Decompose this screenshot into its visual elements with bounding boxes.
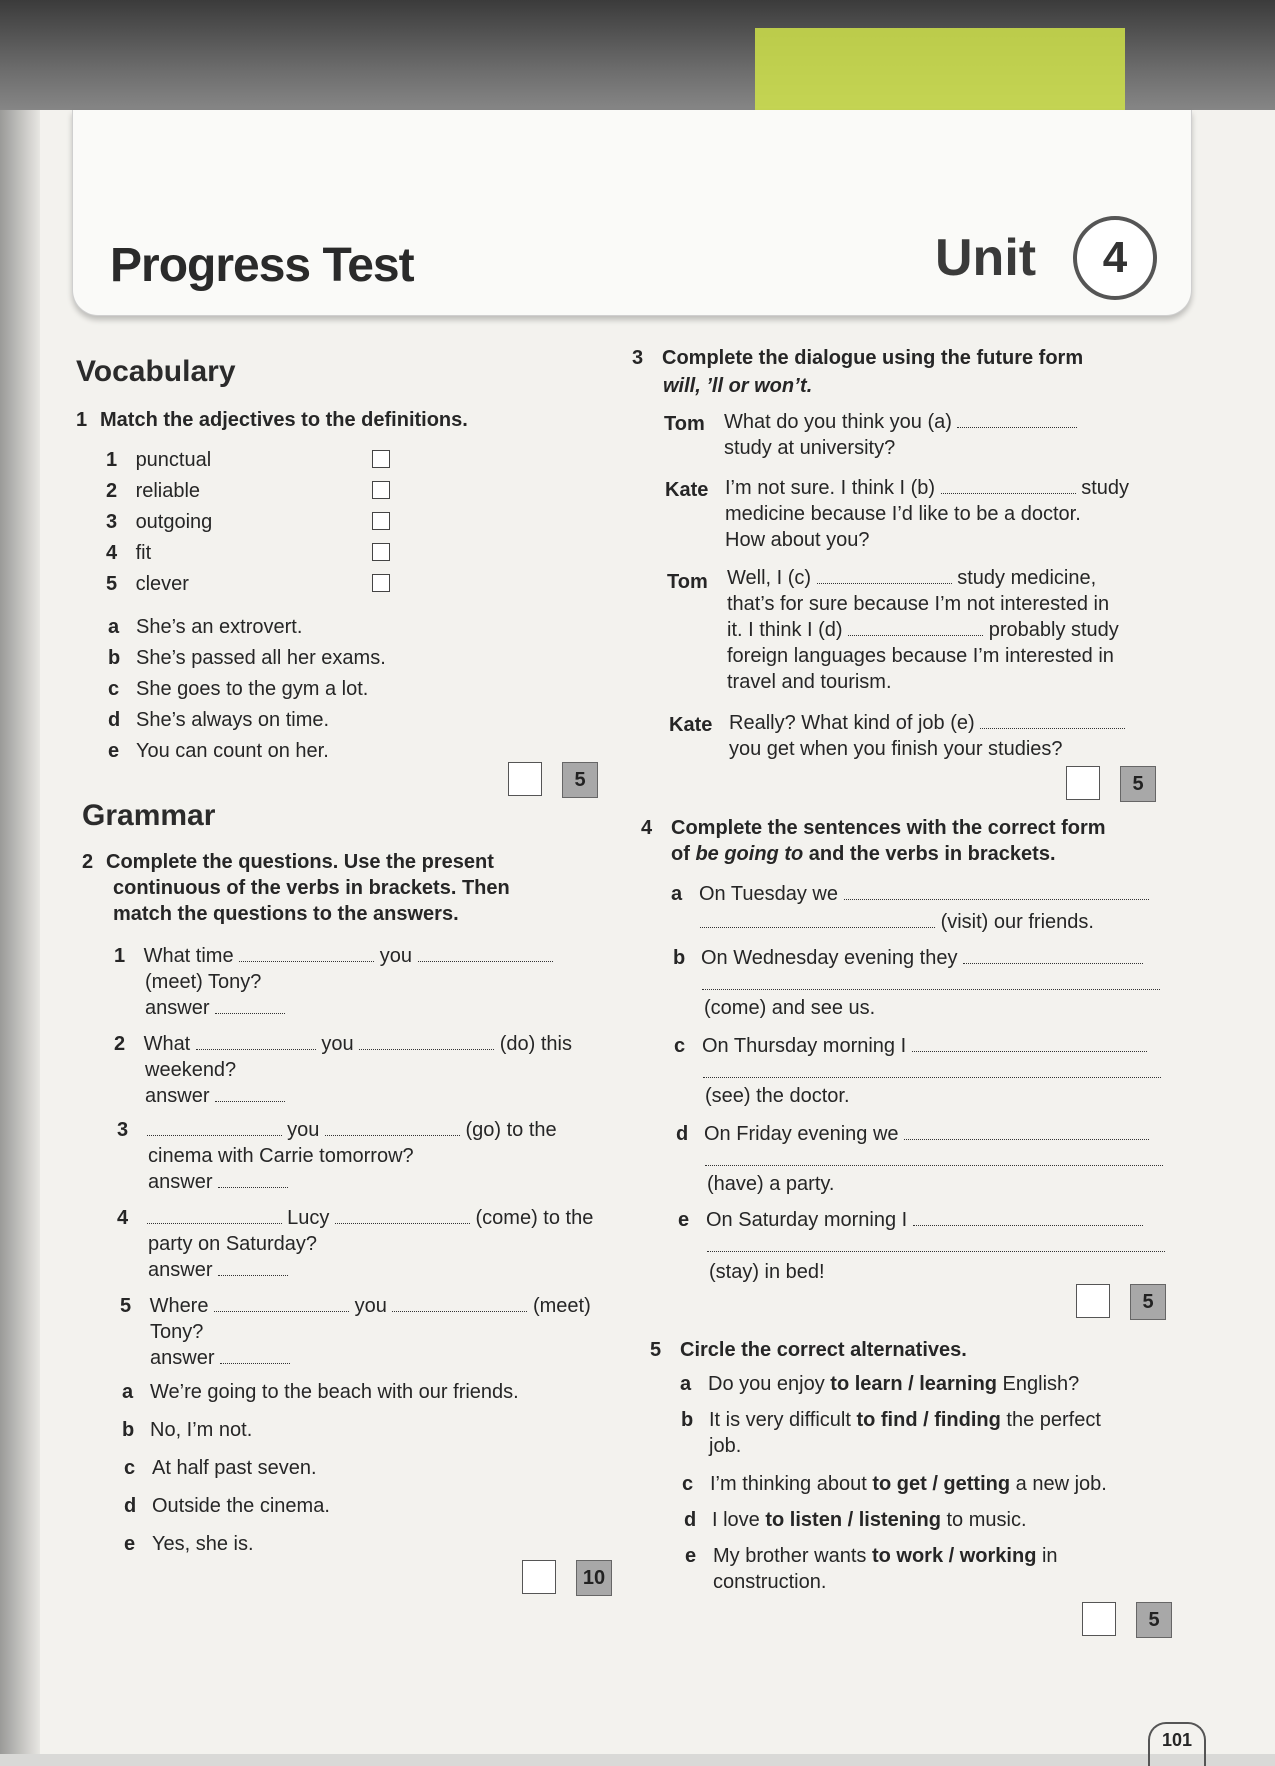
definition-item — [108, 677, 368, 701]
item-number: 1 — [114, 945, 126, 967]
vocabulary-heading: Vocabulary — [76, 355, 236, 388]
task-text: of — [671, 843, 696, 865]
task-text: Complete the dialogue using the future form — [662, 347, 1084, 369]
page-number: 101 — [1148, 1722, 1206, 1766]
answer-option — [122, 1418, 252, 1442]
question-5 — [120, 1294, 591, 1318]
grammar-heading: Grammar — [82, 799, 216, 832]
item-letter: e — [124, 1533, 136, 1555]
answer-line — [150, 1346, 290, 1370]
item-letter: d — [108, 709, 121, 731]
question-word: you — [287, 1119, 320, 1141]
definition-text: She’s an extrovert. — [136, 616, 303, 638]
answer-line — [145, 1084, 285, 1108]
dialogue-line — [729, 711, 1125, 735]
answer-label: answer — [148, 1171, 213, 1193]
score-entry-box[interactable] — [1082, 1602, 1116, 1636]
item-number: 5 — [120, 1295, 132, 1317]
sentence-item — [671, 882, 1149, 906]
dialogue-line: study at university? — [724, 437, 896, 459]
alternatives-item — [681, 1408, 1101, 1432]
task-text-emphasis: be going to — [695, 843, 804, 865]
blank[interactable] — [214, 1295, 349, 1312]
blank[interactable] — [957, 411, 1077, 428]
alternatives-item — [682, 1472, 1107, 1496]
adjective-item — [106, 448, 211, 472]
answer-line — [145, 996, 285, 1020]
dialogue-line — [727, 618, 1119, 642]
sentence-end: (see) the doctor. — [705, 1085, 850, 1107]
blank[interactable] — [980, 712, 1125, 729]
item-letter: e — [108, 740, 120, 762]
item-letter: a — [680, 1373, 692, 1395]
answer-line — [148, 1170, 288, 1194]
question-4-line2: party on Saturday? — [148, 1233, 317, 1255]
question-5-line2: Tony? — [150, 1321, 204, 1343]
definition-text: She’s always on time. — [136, 709, 330, 731]
answer-label: answer — [145, 1085, 210, 1107]
speaker-name: Kate — [669, 714, 713, 736]
dialogue-line — [724, 410, 1077, 434]
dialogue-line: you get when you finish your studies? — [729, 738, 1063, 760]
sentence-item — [674, 1034, 1147, 1058]
definition-item — [108, 708, 329, 732]
dialogue-line: travel and tourism. — [727, 671, 892, 693]
dialogue-line: foreign languages because I’m interested in — [727, 645, 1114, 667]
task-4-instruction-line2 — [671, 842, 1056, 866]
task-text: and the verbs in brackets. — [803, 843, 1056, 865]
blank[interactable] — [844, 883, 1149, 900]
alternatives-choice[interactable]: to listen / listening — [765, 1509, 941, 1531]
sentence-item — [678, 1208, 1143, 1232]
item-letter: e — [685, 1545, 697, 1567]
answer-label: answer — [150, 1347, 215, 1369]
answer-blank[interactable] — [218, 1259, 288, 1276]
blank[interactable] — [325, 1119, 460, 1136]
dialogue-text: Really? What kind of job (e) — [729, 712, 975, 734]
question-word: you — [379, 945, 412, 967]
adjective-item — [106, 541, 151, 565]
sentence-end: (have) a party. — [707, 1173, 835, 1195]
question-2 — [114, 1032, 572, 1056]
sentence-end: (stay) in bed! — [709, 1261, 825, 1283]
adjective-word: punctual — [135, 449, 212, 471]
blank[interactable] — [705, 1149, 1163, 1166]
yellow-page-tab — [755, 28, 1125, 118]
adjective-word: reliable — [135, 480, 201, 502]
answer-label: answer — [148, 1259, 213, 1281]
sentence-item — [676, 1122, 1149, 1146]
answer-text: Outside the cinema. — [152, 1495, 330, 1517]
item-letter: b — [681, 1409, 694, 1431]
definition-text: You can count on her. — [136, 740, 329, 762]
blank[interactable] — [335, 1207, 470, 1224]
alternatives-choice[interactable]: to find / finding — [856, 1409, 1001, 1431]
task-text: Match the adjectives to the definitions. — [100, 409, 468, 431]
answer-checkbox[interactable] — [372, 450, 390, 468]
sentence-end: (come) and see us. — [704, 997, 876, 1019]
item-letter: b — [673, 947, 686, 969]
question-1-line2: (meet) Tony? — [145, 971, 262, 993]
item-letter: c — [108, 678, 120, 700]
question-word: (go) to the — [465, 1119, 557, 1141]
adjective-item — [106, 572, 189, 596]
task-1-instruction — [76, 408, 468, 432]
item-letter: d — [684, 1509, 697, 1531]
answer-blank[interactable] — [220, 1347, 290, 1364]
dialogue-text: study medicine, — [957, 567, 1097, 589]
item-number: 4 — [106, 542, 118, 564]
question-word: What — [143, 1033, 191, 1055]
adjective-item — [106, 510, 212, 534]
answer-line — [148, 1258, 288, 1282]
answer-text: At half past seven. — [152, 1457, 317, 1479]
sentence-text: the perfect — [1000, 1409, 1101, 1431]
answer-option — [122, 1380, 519, 1404]
sentence-line2: job. — [709, 1435, 742, 1457]
task-5-instruction — [650, 1338, 967, 1362]
item-letter: c — [124, 1457, 136, 1479]
blank[interactable] — [904, 1123, 1149, 1140]
dialogue-text: study — [1081, 477, 1130, 499]
score-entry-box[interactable] — [1076, 1284, 1110, 1318]
speaker-name: Kate — [665, 479, 709, 501]
task-2-instruction — [82, 850, 494, 874]
sentence-blank-line — [702, 972, 1160, 996]
adjective-word: clever — [135, 573, 189, 595]
task-number: 2 — [82, 851, 94, 873]
task-number: 4 — [641, 817, 653, 839]
sentence-text: to music. — [940, 1509, 1027, 1531]
dialogue-text: I’m not sure. I think I (b) — [725, 477, 936, 499]
alternatives-item — [680, 1372, 1079, 1396]
task-3-instruction — [632, 346, 1083, 370]
answer-text: We’re going to the beach with our friends. — [150, 1381, 519, 1403]
question-word: (meet) — [532, 1295, 591, 1317]
sentence-item — [673, 946, 1143, 970]
alternatives-choice[interactable]: to work / working — [871, 1545, 1037, 1567]
answer-text: Yes, she is. — [152, 1533, 254, 1555]
blank[interactable] — [941, 477, 1076, 494]
sentence-start: On Thursday morning I — [702, 1035, 907, 1057]
dialogue-text: probably study — [988, 619, 1119, 641]
blank[interactable] — [963, 947, 1143, 964]
question-2-line2: weekend? — [145, 1059, 237, 1081]
speaker-name: Tom — [664, 413, 705, 435]
blank[interactable] — [700, 911, 935, 928]
answer-option — [124, 1494, 330, 1518]
adjective-word: outgoing — [135, 511, 213, 533]
alternatives-choice[interactable]: to get / getting — [872, 1473, 1011, 1495]
dialogue-line — [727, 566, 1096, 590]
task-text: Complete the questions. Use the present — [106, 851, 494, 873]
answer-text: No, I’m not. — [150, 1419, 253, 1441]
blank[interactable] — [913, 1209, 1143, 1226]
sentence-blank-line — [705, 1148, 1163, 1172]
item-letter: a — [108, 616, 120, 638]
max-score: 5 — [562, 762, 598, 798]
answer-label: answer — [145, 997, 210, 1019]
dialogue-line — [725, 476, 1129, 500]
question-word: What time — [143, 945, 234, 967]
score-entry-box[interactable] — [508, 762, 542, 796]
sentence-start: On Wednesday evening they — [701, 947, 958, 969]
sentence-text: I’m thinking about — [710, 1473, 873, 1495]
question-1 — [114, 944, 553, 968]
sentence-text: in — [1036, 1545, 1058, 1567]
sentence-blank-line — [703, 1060, 1161, 1084]
item-number: 3 — [106, 511, 118, 533]
page-title: Progress Test — [110, 239, 414, 292]
blank[interactable] — [703, 1061, 1161, 1078]
answer-checkbox[interactable] — [372, 481, 390, 499]
definition-text: She’s passed all her exams. — [136, 647, 386, 669]
blank[interactable] — [359, 1033, 494, 1050]
item-number: 1 — [106, 449, 118, 471]
sentence-text: My brother wants — [713, 1545, 872, 1567]
score-entry-box[interactable] — [1066, 766, 1100, 800]
speaker-name: Tom — [667, 571, 708, 593]
task-text: Circle the correct alternatives. — [680, 1339, 967, 1361]
definition-item — [108, 615, 302, 639]
sentence-line2 — [700, 910, 1094, 934]
dialogue-text: What do you think you (a) — [724, 411, 952, 433]
sentence-line2: construction. — [713, 1571, 827, 1593]
answer-option — [124, 1456, 317, 1480]
blank[interactable] — [848, 619, 983, 636]
item-letter: d — [124, 1495, 137, 1517]
dialogue-line: How about you? — [725, 529, 870, 551]
definition-text: She goes to the gym a lot. — [136, 678, 369, 700]
question-3 — [117, 1118, 557, 1142]
sentence-text: I love — [712, 1509, 766, 1531]
max-score: 5 — [1136, 1602, 1172, 1638]
dialogue-line: medicine because I’d like to be a doctor. — [725, 503, 1081, 525]
answer-blank[interactable] — [215, 1085, 285, 1102]
answer-blank[interactable] — [215, 997, 285, 1014]
max-score: 5 — [1120, 766, 1156, 802]
answer-checkbox[interactable] — [372, 543, 390, 561]
sentence-text: Do you enjoy — [708, 1373, 831, 1395]
answer-blank[interactable] — [218, 1171, 288, 1188]
sentence-start: On Tuesday we — [699, 883, 838, 905]
max-score: 5 — [1130, 1284, 1166, 1320]
unit-label: Unit — [935, 229, 1037, 287]
definition-item — [108, 739, 329, 763]
item-letter: c — [682, 1473, 694, 1495]
sentence-blank-line — [707, 1234, 1165, 1258]
item-number: 2 — [114, 1033, 126, 1055]
definition-item — [108, 646, 386, 670]
question-word: (come) to the — [475, 1207, 594, 1229]
sentence-start: On Friday evening we — [704, 1123, 899, 1145]
item-letter: c — [674, 1035, 686, 1057]
blank[interactable] — [239, 945, 374, 962]
question-word: (do) this — [499, 1033, 572, 1055]
item-number: 2 — [106, 480, 118, 502]
sentence-text: It is very difficult — [709, 1409, 857, 1431]
item-number: 3 — [117, 1119, 129, 1141]
sentence-start: On Saturday morning I — [706, 1209, 908, 1231]
sentence-text: a new job. — [1010, 1473, 1107, 1495]
dialogue-text: it. I think I (d) — [727, 619, 843, 641]
blank[interactable] — [392, 1295, 527, 1312]
blank[interactable] — [147, 1119, 282, 1136]
item-letter: b — [122, 1419, 135, 1441]
answer-checkbox[interactable] — [372, 574, 390, 592]
item-letter: b — [108, 647, 121, 669]
sentence-end: (visit) our friends. — [940, 911, 1094, 933]
task-3-instruction-line2: will, ’ll or won’t. — [663, 375, 813, 397]
blank[interactable] — [418, 945, 553, 962]
blank[interactable] — [196, 1033, 316, 1050]
item-letter: a — [122, 1381, 134, 1403]
task-text: Complete the sentences with the correct form — [671, 817, 1106, 839]
task-2-instruction-line2: continuous of the verbs in brackets. Then — [113, 877, 510, 899]
answer-checkbox[interactable] — [372, 512, 390, 530]
blank[interactable] — [147, 1207, 282, 1224]
item-letter: a — [671, 883, 683, 905]
page-binding-shadow — [0, 110, 40, 1754]
task-number: 1 — [76, 409, 88, 431]
adjective-item — [106, 479, 200, 503]
alternatives-choice[interactable]: to learn / learning — [830, 1373, 997, 1395]
task-2-instruction-line3: match the questions to the answers. — [113, 903, 459, 925]
blank[interactable] — [702, 973, 1160, 990]
item-letter: d — [676, 1123, 689, 1145]
max-score: 10 — [576, 1560, 612, 1596]
task-number: 5 — [650, 1339, 662, 1361]
question-word: Where — [149, 1295, 209, 1317]
sentence-text: English? — [997, 1373, 1080, 1395]
dialogue-text: Well, I (c) — [727, 567, 812, 589]
item-number: 4 — [117, 1207, 129, 1229]
item-number: 5 — [106, 573, 118, 595]
adjective-word: fit — [135, 542, 152, 564]
question-word: you — [321, 1033, 354, 1055]
item-letter: e — [678, 1209, 690, 1231]
blank[interactable] — [707, 1235, 1165, 1252]
question-4 — [117, 1206, 593, 1230]
answer-option — [124, 1532, 254, 1556]
blank[interactable] — [912, 1035, 1147, 1052]
question-word: Lucy — [287, 1207, 330, 1229]
alternatives-item — [684, 1508, 1027, 1532]
alternatives-item — [685, 1544, 1058, 1568]
blank[interactable] — [817, 567, 952, 584]
score-entry-box[interactable] — [522, 1560, 556, 1594]
task-number: 3 — [632, 347, 644, 369]
question-3-line2: cinema with Carrie tomorrow? — [148, 1145, 414, 1167]
dialogue-line: that’s for sure because I’m not interested in — [727, 593, 1110, 615]
question-word: you — [354, 1295, 387, 1317]
task-4-instruction — [641, 816, 1106, 840]
unit-number-badge: 4 — [1073, 216, 1157, 300]
